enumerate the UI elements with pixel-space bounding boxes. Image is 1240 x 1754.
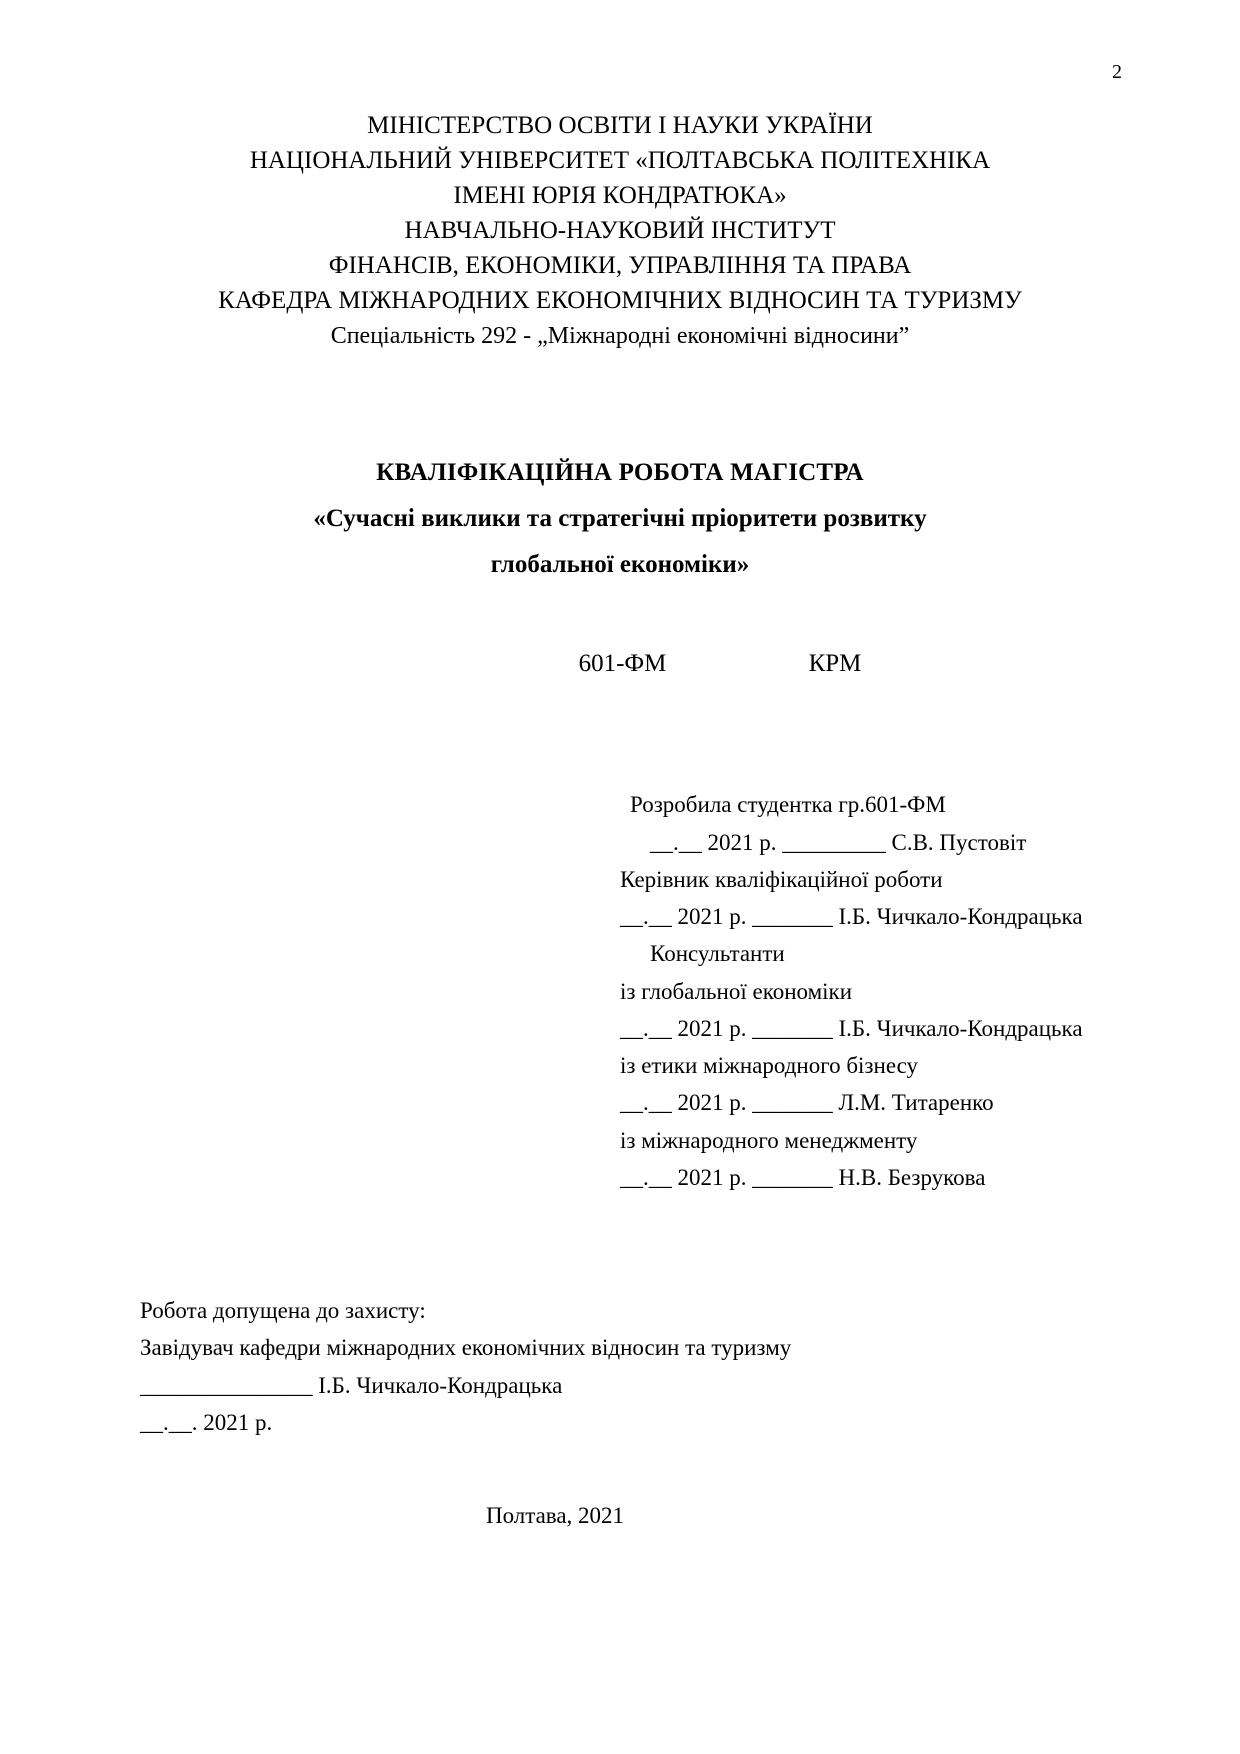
department-head-signature-line: _______________ І.Б. Чичкало-Кондрацька	[140, 1372, 563, 1398]
thesis-title-block	[120, 450, 1120, 589]
approval-date-line: __.__. 2021 р.	[140, 1409, 273, 1435]
supervisor-role: Керівник кваліфікаційної роботи	[620, 866, 943, 892]
header-line-specialty: Спеціальність 292 - „Міжнародні економічні відносини”	[330, 323, 910, 349]
department-head-role: Завідувач кафедри міжнародних економічних відносин та туризму	[140, 1335, 792, 1361]
author-signature-line: __.__ 2021 р. _________ С.В. Пустовіт	[650, 829, 1027, 855]
consultant-2-signature-line: __.__ 2021 р. _______ Л.М. Титаренко	[620, 1090, 994, 1116]
consultants-label: Консультанти	[650, 941, 785, 967]
code-row	[120, 650, 1120, 678]
group-code: 601-ФМ	[578, 650, 667, 678]
place-and-year: Полтава, 2021	[485, 1503, 625, 1529]
work-abbreviation: КРМ	[808, 650, 862, 678]
header-line-department: КАФЕДРА МІЖНАРОДНИХ ЕКОНОМІЧНИХ ВІДНОСИН ТА ТУРИЗМУ	[218, 287, 1022, 314]
consultant-1-topic: із глобальної економіки	[620, 978, 853, 1004]
header-line-university-1: НАЦІОНАЛЬНИЙ УНІВЕРСИТЕТ «ПОЛТАВСЬКА ПОЛІТЕХНІКА	[249, 147, 991, 174]
header-line-university-2: ІМЕНІ ЮРІЯ КОНДРАТЮКА»	[453, 182, 787, 209]
thesis-title-line-2: глобальної економіки»	[490, 551, 750, 579]
header-line-institute-2: ФІНАНСІВ, ЕКОНОМІКИ, УПРАВЛІННЯ ТА ПРАВА	[328, 252, 912, 279]
institution-header	[120, 108, 1120, 354]
header-line-institute-1: НАВЧАЛЬНО-НАУКОВИЙ ІНСТИТУТ	[404, 217, 836, 244]
page-number: 2	[1112, 61, 1122, 83]
approval-block	[140, 1292, 1120, 1441]
consultant-1-signature-line: __.__ 2021 р. _______ І.Б. Чичкало-Кондрацька	[620, 1015, 1083, 1041]
consultant-2-topic: із етики міжнародного бізнесу	[620, 1053, 919, 1079]
author-role: Розробила студентка гр.601-ФМ	[630, 792, 946, 818]
consultant-3-topic: із міжнародного менеджменту	[620, 1127, 918, 1153]
supervisor-signature-line: __.__ 2021 р. _______ І.Б. Чичкало-Кондрацька	[620, 904, 1083, 930]
header-line-ministry: МІНІСТЕРСТВО ОСВІТИ І НАУКИ УКРАЇНИ	[367, 112, 873, 139]
signature-block	[620, 786, 1120, 1196]
consultant-3-signature-line: __.__ 2021 р. _______ Н.В. Безрукова	[620, 1164, 986, 1190]
thesis-title-line-1: «Сучасні виклики та стратегічні пріоритети розвитку	[313, 504, 927, 532]
approval-status-label: Робота допущена до захисту:	[140, 1298, 426, 1324]
work-type-label: КВАЛІФІКАЦІЙНА РОБОТА МАГІСТРА	[376, 458, 864, 486]
